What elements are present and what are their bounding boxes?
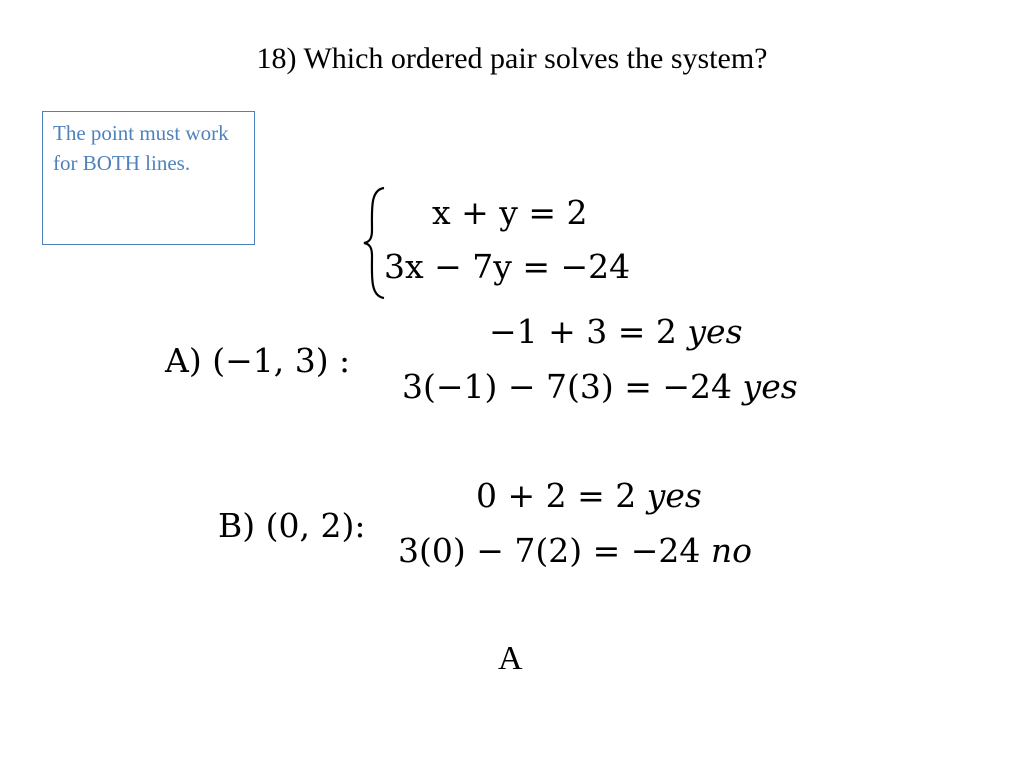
option-b-check-1-expr: 0 + 2 = 2	[476, 476, 637, 515]
option-b-check-1	[476, 476, 702, 515]
option-a-check-2-result: yes	[742, 367, 798, 406]
question-title: 18) Which ordered pair solves the system?	[256, 42, 768, 75]
option-a-check-1	[489, 312, 743, 351]
option-a-check-1-expr: −1 + 3 = 2	[489, 312, 677, 351]
option-a-check-1-result: yes	[687, 312, 743, 351]
final-answer: A	[498, 640, 523, 677]
option-b-check-2-result: no	[710, 531, 753, 570]
system-equation-1-text: x + y = 2	[432, 193, 588, 232]
option-a-label: A) (−1, 3) :	[165, 341, 351, 380]
system-equation-2	[384, 247, 630, 286]
option-b-check-2	[398, 531, 752, 570]
option-a-check-2	[402, 367, 798, 406]
hint-callout: The point must work for BOTH lines.	[42, 111, 255, 245]
option-b-label: B) (0, 2):	[218, 506, 366, 545]
option-a-check-2-expr: 3(−1) − 7(3) = −24	[402, 367, 733, 406]
system-equation-1	[432, 193, 588, 232]
option-b-check-2-expr: 3(0) − 7(2) = −24	[398, 531, 701, 570]
system-equation-2-text: 3x − 7y = −24	[384, 247, 631, 286]
option-b-check-1-result: yes	[646, 476, 702, 515]
